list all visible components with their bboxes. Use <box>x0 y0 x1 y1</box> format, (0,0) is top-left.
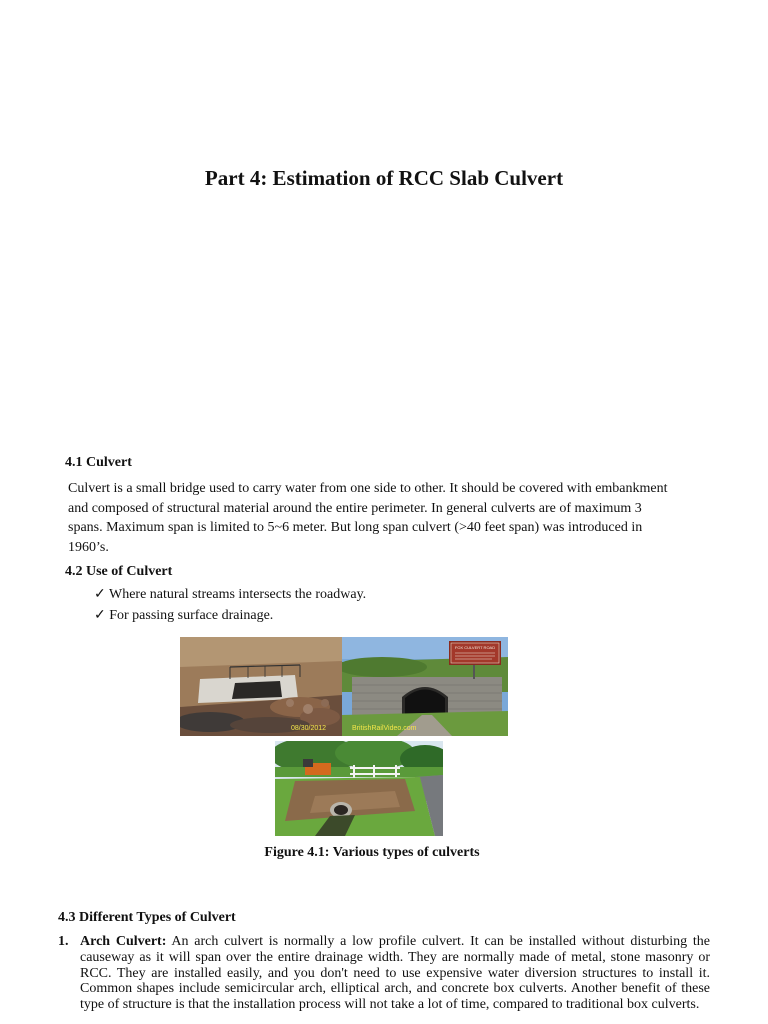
list-item-term: Arch Culvert: <box>80 934 167 949</box>
culvert-photo-box-illustration <box>180 637 342 736</box>
checkmark-icon: ✓ <box>94 608 106 623</box>
figure-caption: Figure 4.1: Various types of culverts <box>264 845 480 860</box>
section-heading-culvert: 4.1 Culvert <box>65 455 132 470</box>
sign-text: FOX CULVERT ROAD <box>454 645 496 650</box>
section-heading-use-of-culvert: 4.2 Use of Culvert <box>65 564 173 579</box>
culvert-photo-pipe-illustration <box>275 741 443 836</box>
culvert-photo-arch-illustration <box>342 637 508 736</box>
list-item <box>58 934 710 1013</box>
photo-date-stamp: 08/30/2012 <box>291 725 327 732</box>
list-item-number: 1. <box>58 934 69 949</box>
list-item-text: An arch culvert is normally a low profile culvert. It can be installed without disturbing the causeway as it will span over the entire drainage width. They are normally made of metal, stone masonry or RCC. They are installed easily, and you don't need to use expensive water diversion structures to install it. Common shapes include semicircular arch, elliptical arch, and concrete box culverts. Another benefit of these type of structure is that the installation process will not take a lot of time, compared to traditional box culverts. <box>80 934 710 1013</box>
checkmark-icon: ✓ <box>94 587 106 602</box>
list-item <box>94 607 273 624</box>
page-title: Part 4: Estimation of RCC Slab Culvert <box>204 166 564 190</box>
culvert-photo-box <box>180 637 342 736</box>
list-item-body <box>80 934 710 1013</box>
list-item-text: Where natural streams intersects the roadway. <box>108 587 367 602</box>
section-heading-types-of-culvert: 4.3 Different Types of Culvert <box>58 910 236 925</box>
list-item <box>94 586 366 603</box>
photo-watermark: BritishRailVideo.com <box>352 725 417 732</box>
culvert-paragraph: Culvert is a small bridge used to carry water from one side to other. It should be covered with embankment and composed of structural material around the entire perimeter. In general culverts are of maximum 3 spans. Maximum span is limited to 5~6 meter. But long span culvert (>40 feet span) was introduced in 1960’s. <box>68 481 668 556</box>
list-item-text: For passing surface drainage. <box>109 608 274 623</box>
culvert-photo-pipe <box>275 741 443 836</box>
culvert-photo-arch <box>342 637 508 736</box>
